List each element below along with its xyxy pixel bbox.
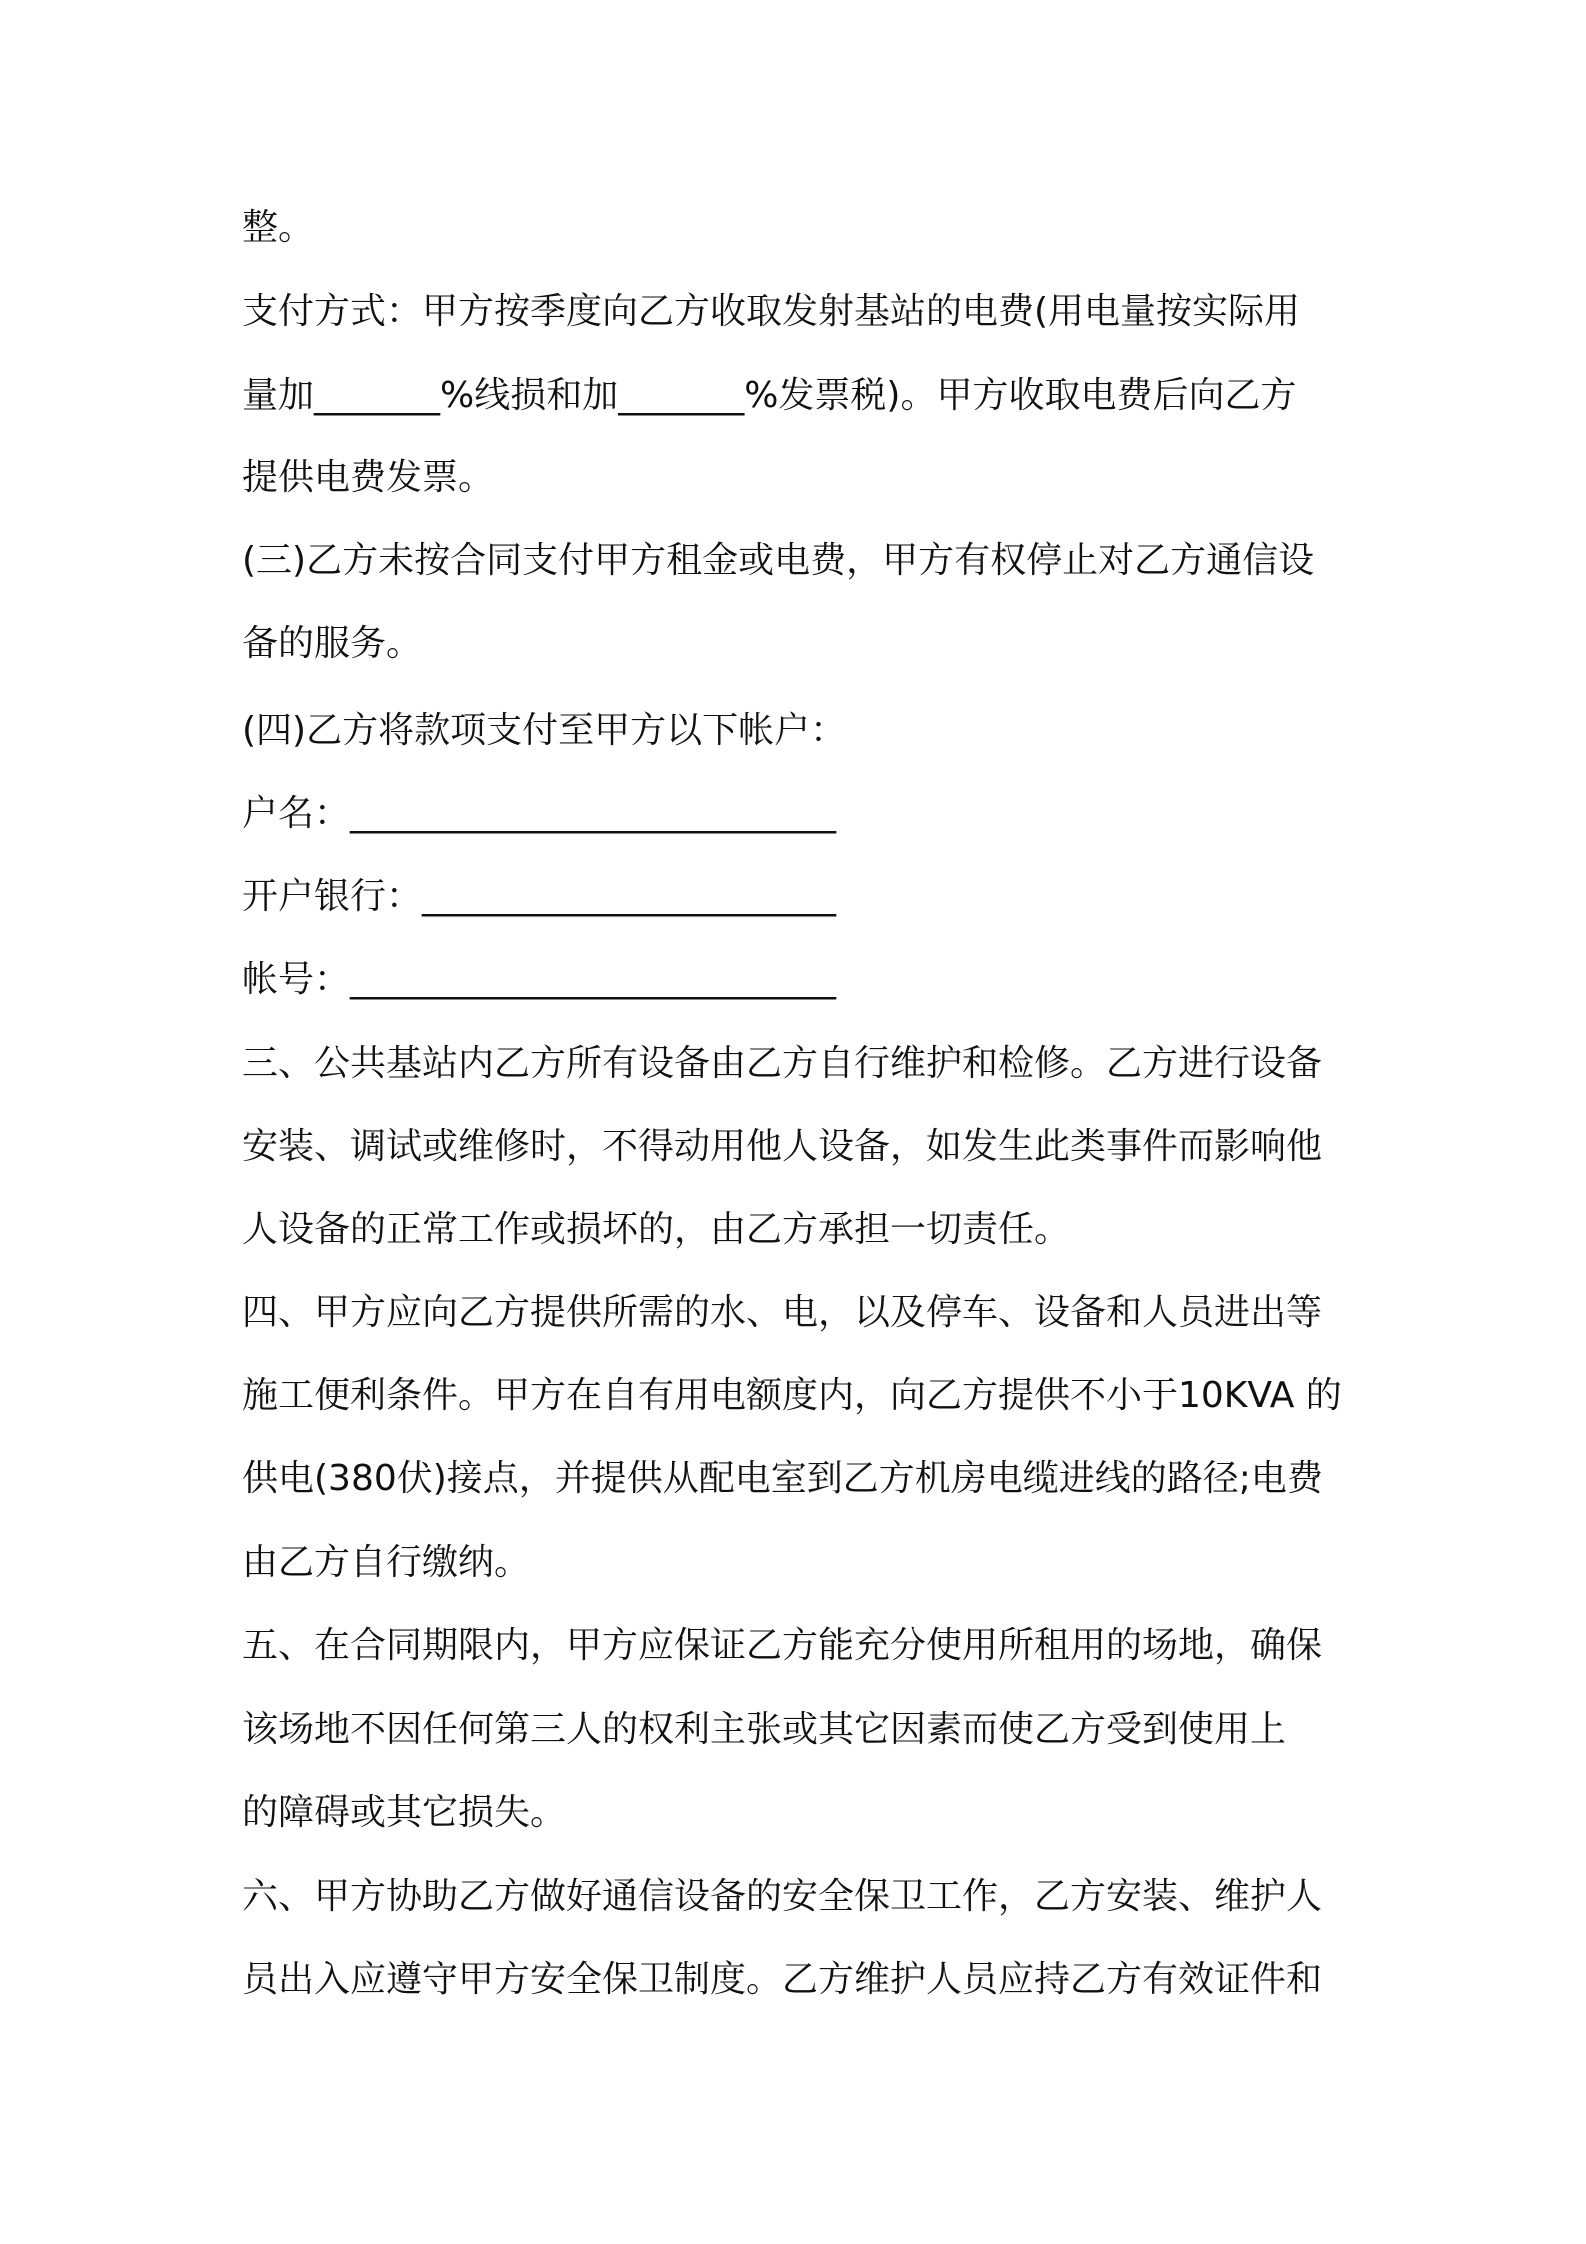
account-name-line: 户名：___________________________ [242,793,837,834]
text-line: 三、公共基站内乙方所有设备由乙方自行维护和检修。乙方进行设备 [242,1043,1323,1084]
text-line: 供电(380伏)接点，并提供从配电室到乙方机房电缆进线的路径;电费 [242,1458,1323,1499]
account-number-line: 帐号：___________________________ [242,959,837,1000]
text-line: 五、在合同期限内，甲方应保证乙方能充分使用所租用的场地，确保 [242,1625,1323,1666]
text-line: 整。 [242,207,315,248]
text-line: 人设备的正常工作或损坏的，由乙方承担一切责任。 [242,1209,1071,1250]
text-line: 支付方式：甲方按季度向乙方收取发射基站的电费(用电量按实际用 [242,291,1301,332]
text-line: 由乙方自行缴纳。 [242,1542,531,1583]
text-line: 的障碍或其它损失。 [242,1792,567,1833]
bank-line: 开户银行：_______________________ [242,876,837,917]
text-line: 安装、调试或维修时，不得动用他人设备，如发生此类事件而影响他 [242,1126,1323,1167]
text-line: 四、甲方应向乙方提供所需的水、电，以及停车、设备和人员进出等 [242,1292,1323,1333]
text-line: 施工便利条件。甲方在自有用电额度内，向乙方提供不小于10KVA 的 [242,1375,1342,1416]
text-line: 提供电费发票。 [242,457,495,498]
text-line: 备的服务。 [242,623,423,664]
text-line: 量加_______%线损和加_______%发票税)。甲方收取电费后向乙方 [242,375,1297,416]
text-line: 该场地不因任何第三人的权利主张或其它因素而使乙方受到使用上 [242,1709,1287,1750]
text-line: (三)乙方未按合同支付甲方租金或电费，甲方有权停止对乙方通信设 [242,540,1315,581]
text-line: 六、甲方协助乙方做好通信设备的安全保卫工作，乙方安装、维护人 [242,1876,1323,1917]
text-line: (四)乙方将款项支付至甲方以下帐户： [242,710,847,751]
text-line: 员出入应遵守甲方安全保卫制度。乙方维护人员应持乙方有效证件和 [242,1959,1323,2000]
